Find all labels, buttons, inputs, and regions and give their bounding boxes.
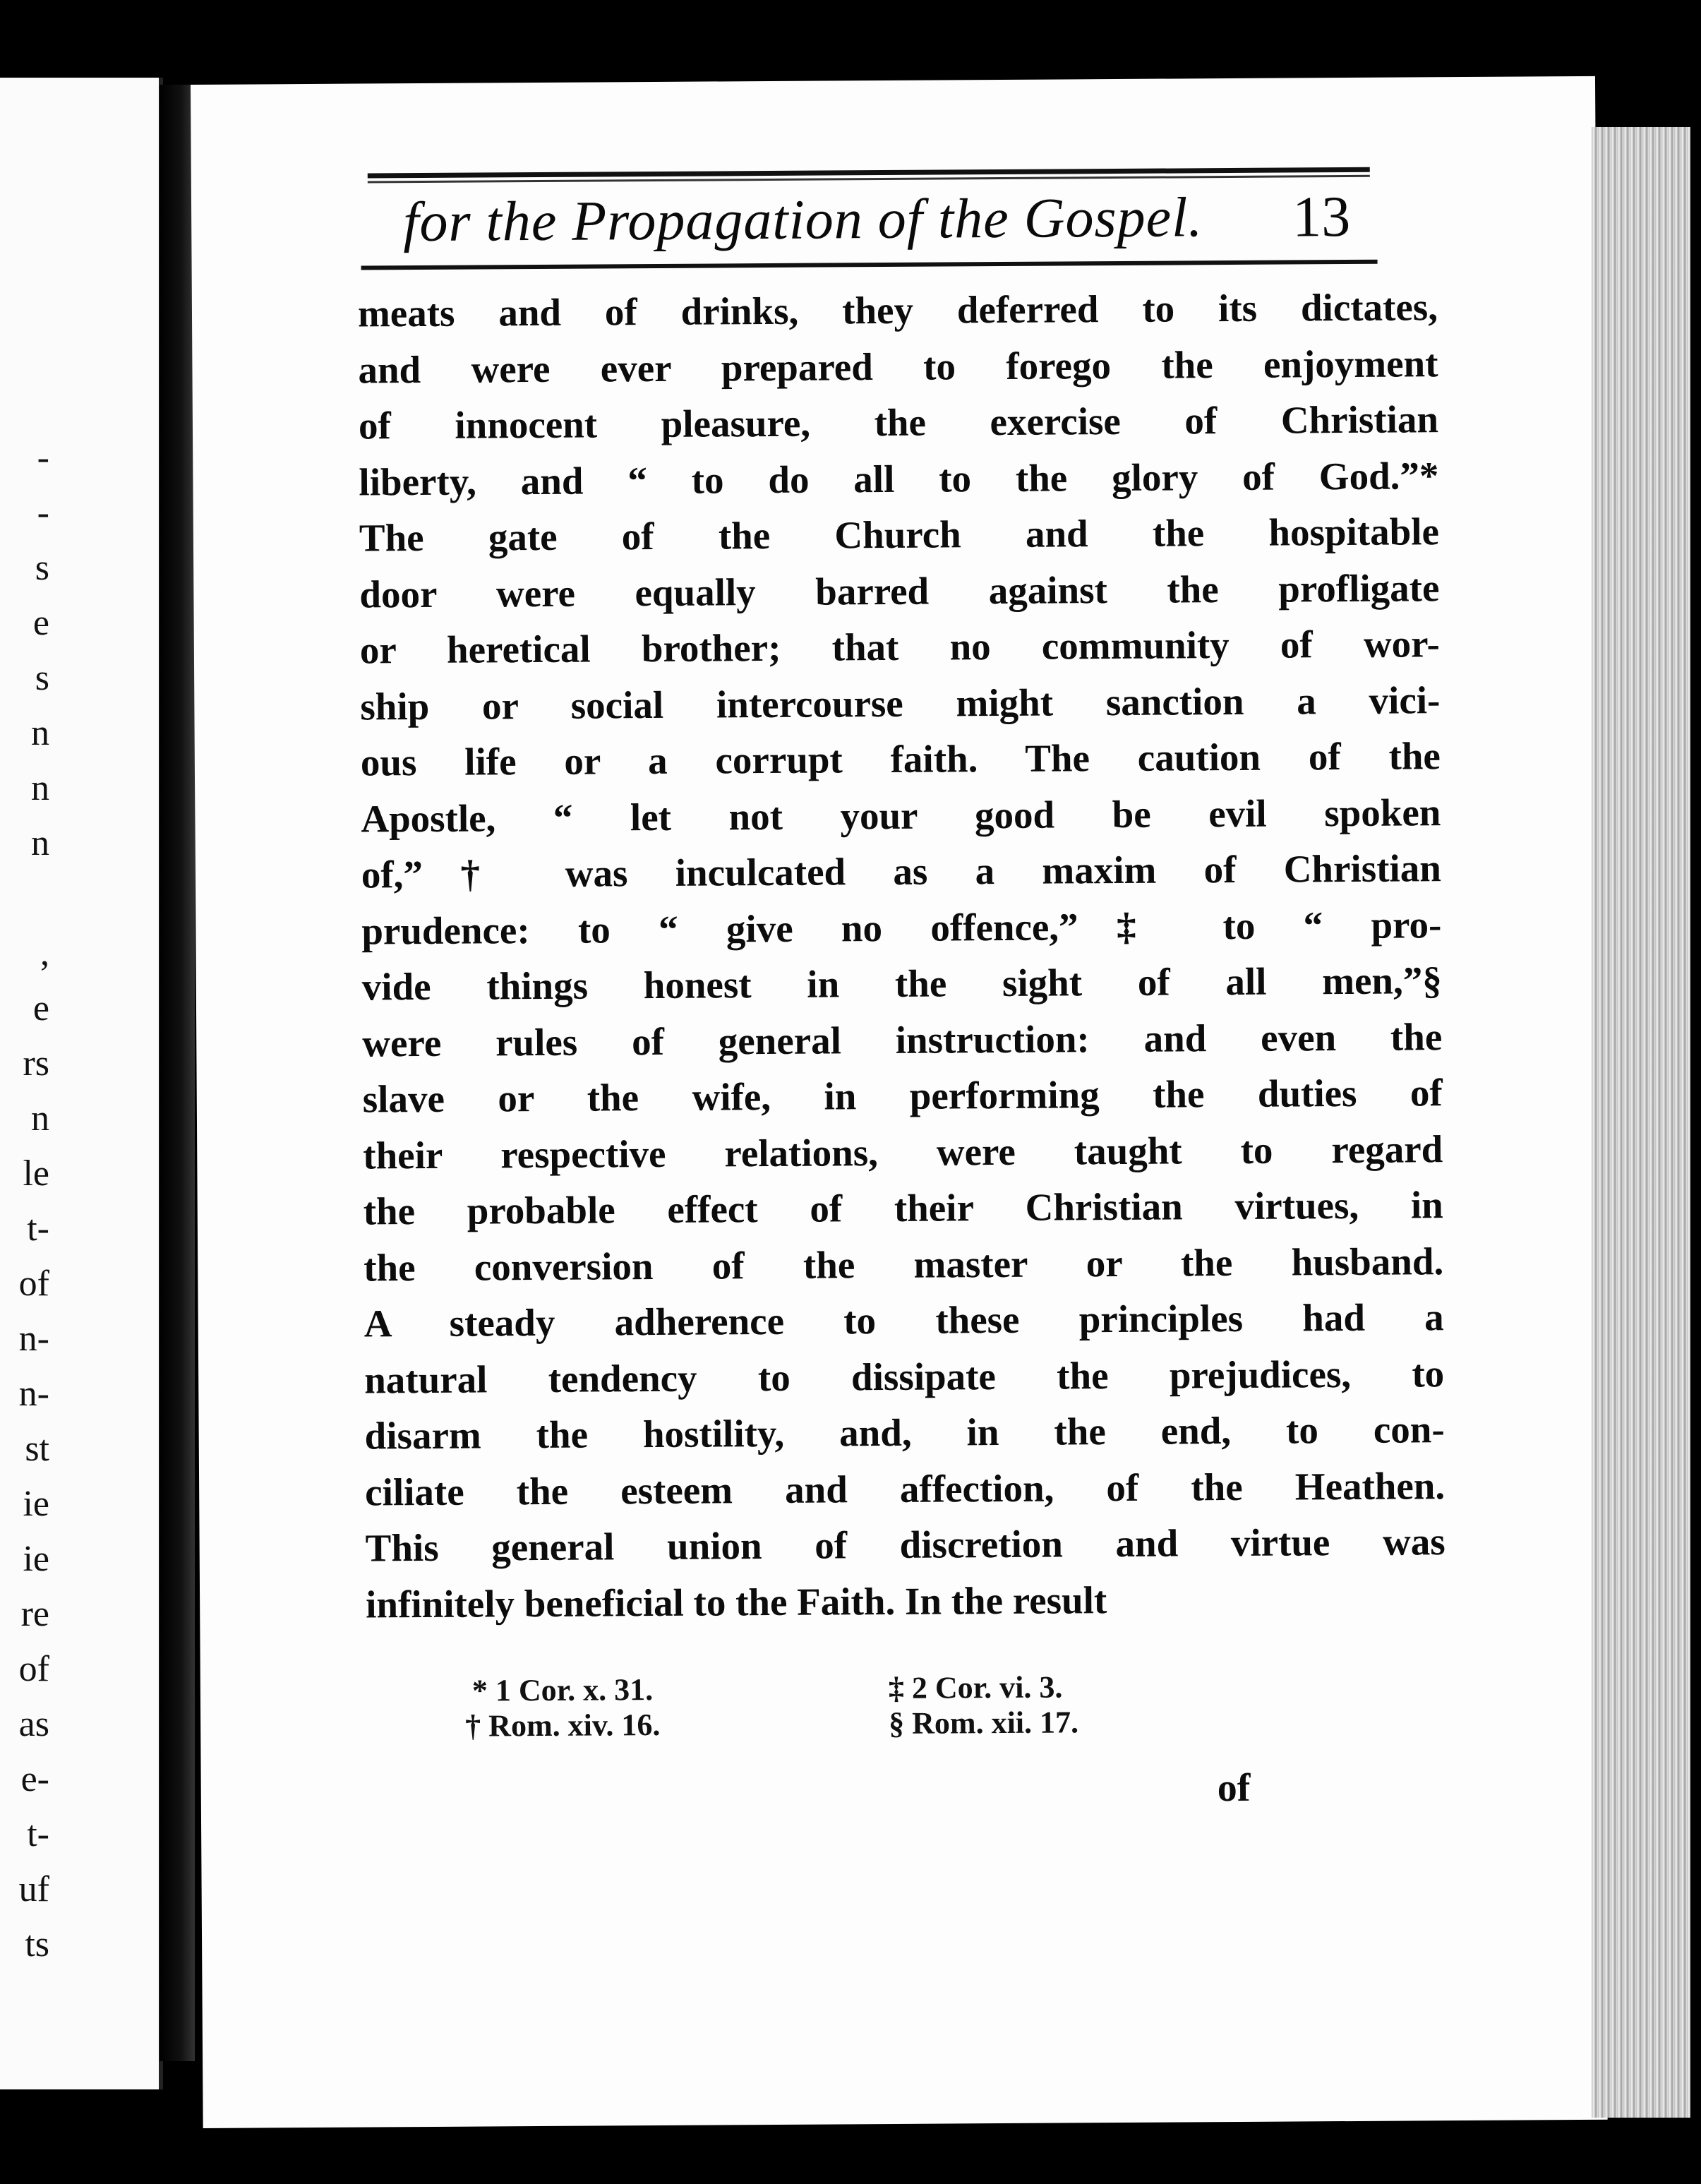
text-line: A steady adherence to these principles had a <box>363 1295 1444 1345</box>
facing-page-fragment: - <box>37 438 49 478</box>
text-line: door were equally barred against the profligate <box>359 565 1440 616</box>
text-line: prudence: to “ give no offence,”‡ to “ pro- <box>361 902 1442 953</box>
text-line: vide things honest in the sight of all men,”§ <box>361 959 1442 1009</box>
text-line: Apostle, “ let not your good be evil spoken <box>361 790 1441 841</box>
footnote-1: * 1 Cor. x. 31. <box>471 1672 654 1708</box>
text-line: liberty, and “ to do all to the glory of God.”* <box>359 453 1439 504</box>
facing-page-fragment: rs <box>23 1043 49 1084</box>
facing-page-fragment: - <box>37 493 49 533</box>
facing-page-fragment: s <box>35 548 49 588</box>
footnote-4: § Rom. xii. 17. <box>889 1705 1079 1741</box>
text-line: their respective relations, were taught to regard <box>363 1127 1443 1177</box>
text-line: slave or the wife, in performing the duties of <box>362 1071 1443 1121</box>
facing-page-fragment: st <box>25 1429 49 1469</box>
facing-page-fragment: uf <box>18 1869 49 1909</box>
footnotes <box>465 1668 1249 1744</box>
facing-page-fragment: e <box>32 988 49 1028</box>
text-line: or heretical brother; that no community of wor- <box>359 622 1441 672</box>
facing-page-fragment: s <box>35 658 49 698</box>
header-rule-bottom <box>361 260 1378 270</box>
facing-page-fragment: n <box>31 768 49 808</box>
facing-page-fragment: n- <box>18 1319 49 1359</box>
facing-page-fragment <box>0 871 49 926</box>
facing-page-fragment: , <box>40 933 49 973</box>
facing-page-fragment: n <box>31 1098 49 1139</box>
facing-page-fragment: re <box>20 1594 49 1634</box>
text-line: were rules of general instruction: and even the <box>362 1014 1443 1065</box>
book-gutter <box>160 85 195 2061</box>
facing-page-fragment: e <box>32 603 49 643</box>
facing-page-fragment: of <box>18 1264 49 1304</box>
footnote-2: † Rom. xiv. 16. <box>465 1707 661 1744</box>
text-line: the probable effect of their Christian virtues, in <box>363 1183 1443 1233</box>
facing-page <box>0 78 163 2089</box>
facing-page-fragment: of <box>18 1649 49 1689</box>
text-line: and were ever prepared to forego the enjoyment <box>358 341 1438 392</box>
text-line: of innocent pleasure, the exercise of Christian <box>358 397 1439 448</box>
footnote-3: ‡ 2 Cor. vi. 3. <box>888 1669 1063 1706</box>
text-line: infinitely beneficial to the Faith. In the result <box>365 1578 1107 1626</box>
page-stack-edge <box>1592 127 1690 2118</box>
facing-page-fragment: n <box>31 713 49 753</box>
book-page <box>191 76 1608 2128</box>
facing-page-fragment: e- <box>20 1759 49 1799</box>
text-line: ship or social intercourse might sanction a vici- <box>360 678 1441 728</box>
text-line: ciliate the esteem and affection, of the Heathen. <box>364 1463 1445 1514</box>
catchword: of <box>1217 1765 1251 1811</box>
body-text <box>358 279 1446 1632</box>
facing-page-fragment: ie <box>23 1539 49 1579</box>
text-line: disarm the hostility, and, in the end, to con- <box>364 1408 1445 1458</box>
facing-page-fragment: ie <box>23 1484 49 1524</box>
text-line: meats and of drinks, they deferred to its dictates, <box>357 285 1438 335</box>
facing-page-fragment: n- <box>18 1374 49 1414</box>
page-number: 13 <box>1292 184 1351 249</box>
text-line: This general union of discretion and virtue was <box>365 1520 1445 1570</box>
text-line: natural tendency to dissipate the prejudices, to <box>364 1351 1445 1402</box>
facing-page-fragment: ts <box>25 1924 49 1964</box>
facing-page-edge-text <box>0 431 49 1972</box>
text-line: of,”† was inculcated as a maxim of Christian <box>361 846 1441 896</box>
facing-page-fragment: n <box>31 823 49 863</box>
text-line: The gate of the Church and the hospitable <box>359 510 1440 560</box>
facing-page-fragment: t- <box>27 1208 49 1249</box>
running-head: for the Propagation of the Gospel. <box>402 186 1203 254</box>
text-line: the conversion of the master or the husband. <box>363 1239 1444 1290</box>
facing-page-fragment: le <box>23 1153 49 1194</box>
facing-page-fragment: t- <box>27 1814 49 1854</box>
text-line: ous life or a corrupt faith. The caution of the <box>360 734 1441 784</box>
facing-page-fragment: as <box>18 1704 49 1744</box>
